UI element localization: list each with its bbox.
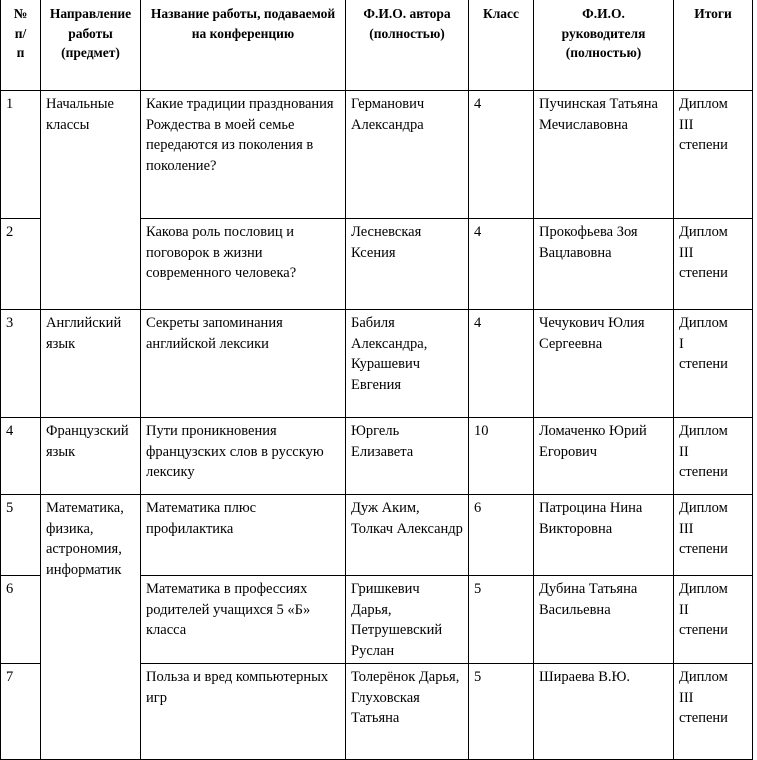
table-body (1, 91, 753, 760)
result-line-1: Диплом (679, 581, 728, 597)
result-cell (674, 219, 753, 310)
supervisor-cell: Чечукович Юлия Сергеевна (534, 310, 674, 418)
result-line-2: II (679, 601, 689, 618)
table-row (1, 310, 753, 418)
work-title-cell: Математика плюс профилактика (141, 495, 346, 576)
result-line-2: I (679, 335, 684, 352)
class-cell: 5 (469, 576, 534, 664)
row-number: 4 (1, 418, 41, 495)
class-cell: 5 (469, 664, 534, 760)
work-title-cell: Секреты запоминания английской лексики (141, 310, 346, 418)
supervisor-cell: Ломаченко Юрий Егорович (534, 418, 674, 495)
result-line-1: Диплом (679, 96, 728, 112)
result-line-2: II (679, 443, 689, 460)
result-cell (674, 495, 753, 576)
result-cell (674, 310, 753, 418)
work-title-cell: Какие традиции празднования Рождества в моей семье передаются из поколения в поколение? (141, 91, 346, 219)
subject-cell: Математика, физика, астрономия, информатик (41, 495, 141, 760)
author-cell: Лесневская Ксения (346, 219, 469, 310)
column-header-number (1, 0, 41, 91)
result-line-2: III (679, 244, 694, 261)
table-row (1, 495, 753, 576)
subject-cell: Французский язык (41, 418, 141, 495)
column-header-supervisor: Ф.И.О. руководителя (полностью) (534, 0, 674, 91)
result-line-1: Диплом (679, 500, 728, 516)
table-header-row (1, 0, 753, 91)
result-line-2: III (679, 689, 694, 706)
result-line-3: степени (679, 464, 728, 481)
subject-cell: Английский язык (41, 310, 141, 418)
result-line-3: степени (679, 265, 728, 282)
table-row (1, 418, 753, 495)
supervisor-cell: Шираева В.Ю. (534, 664, 674, 760)
result-line-3: степени (679, 356, 728, 373)
column-header-class: Класс (469, 0, 534, 91)
result-line-1: Диплом (679, 669, 728, 686)
column-header-work-title: Название работы, подаваемой на конференцию (141, 0, 346, 91)
subject-cell: Начальные классы (41, 91, 141, 310)
work-title-cell: Пути проникновения французских слов в русскую лексику (141, 418, 346, 495)
row-number: 1 (1, 91, 41, 219)
column-header-results: Итоги (674, 0, 753, 91)
result-cell (674, 576, 753, 664)
class-cell: 6 (469, 495, 534, 576)
result-line-1: Диплом (679, 224, 728, 240)
result-line-3: степени (679, 541, 728, 558)
author-cell: Дуж Аким, Толкач Александр (346, 495, 469, 576)
table-row (1, 91, 753, 219)
author-cell: Толерёнок Дарья, Глуховская Татьяна (346, 664, 469, 760)
row-number: 7 (1, 664, 41, 760)
result-cell (674, 91, 753, 219)
result-line-2: III (679, 116, 694, 133)
result-line-2: III (679, 520, 694, 537)
header-number-line-2: п/ (14, 25, 27, 41)
result-line-1: Диплом (679, 315, 728, 331)
supervisor-cell: Патроцина Нина Викторовна (534, 495, 674, 576)
class-cell: 4 (469, 219, 534, 310)
row-number: 2 (1, 219, 41, 310)
header-number-line-1: № (13, 6, 28, 21)
result-line-3: степени (679, 137, 728, 154)
work-title-cell: Какова роль пословиц и поговорок в жизни современного человека? (141, 219, 346, 310)
work-title-cell: Математика в профессиях родителей учащихся 5 «Б» класса (141, 576, 346, 664)
supervisor-cell: Пучинская Татьяна Мечиславовна (534, 91, 674, 219)
result-line-3: степени (679, 622, 728, 639)
class-cell: 4 (469, 91, 534, 219)
author-cell: Юргель Елизавета (346, 418, 469, 495)
result-line-1: Диплом (679, 423, 728, 439)
author-cell: Германович Александра (346, 91, 469, 219)
result-cell (674, 664, 753, 760)
author-cell: Бабиля Александра, Курашевич Евгения (346, 310, 469, 418)
class-cell: 4 (469, 310, 534, 418)
supervisor-cell: Дубина Татьяна Васильевна (534, 576, 674, 664)
supervisor-cell: Прокофьева Зоя Вацлавовна (534, 219, 674, 310)
work-title-cell: Польза и вред компьютерных игр (141, 664, 346, 760)
author-cell: Гришкевич Дарья, Петрушевский Руслан (346, 576, 469, 664)
result-cell (674, 418, 753, 495)
header-number-line-3: п (16, 45, 25, 61)
column-header-author: Ф.И.О. автора (полностью) (346, 0, 469, 91)
row-number: 3 (1, 310, 41, 418)
result-line-3: степени (679, 710, 728, 727)
column-header-subject: Направление работы (предмет) (41, 0, 141, 91)
class-cell: 10 (469, 418, 534, 495)
row-number: 6 (1, 576, 41, 664)
row-number: 5 (1, 495, 41, 576)
